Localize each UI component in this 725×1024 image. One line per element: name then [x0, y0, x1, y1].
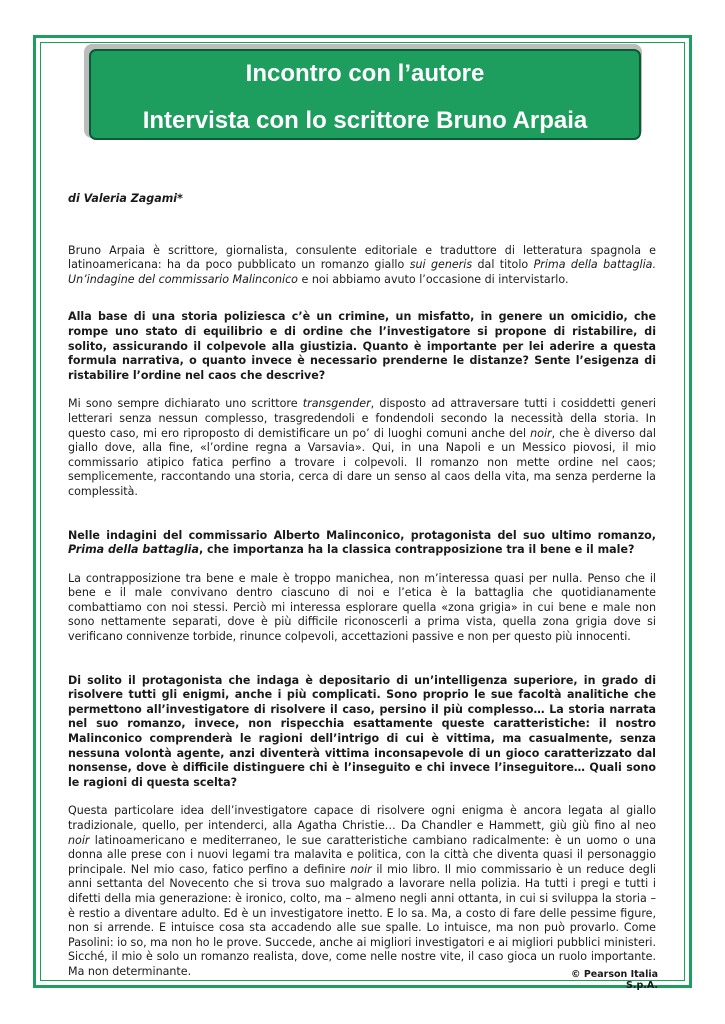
answer-3-text-5: il mio libro. Il mio commissario è un reduce degli anni settanta del Novecento che si trova suo malgrado a lavorare nella polizia. Ha tutti i pregi e tutti i difetti della mia generazione: è ironico, colto, ma – almeno negli anni ottanta, in cui si sviluppa la storia – è restio a diventare adulto. Ed è un investigatore inetto. E lo sa. Ma, a costo di fare delle pessime figure, non si arrende. E intuisce cosa sta accadendo alle sue spalle. Lo intuisce, ma non può provarlo. Come Pasolini: io so, ma non ho le prove. Succede, anche ai migliori investigatori e ai migliori pubblici ministeri. Sicché, il mio è solo un romanzo realista, dove, come nelle nostre vite, il caso gioca un ruolo importante. Ma non determinante. [68, 862, 657, 978]
question-2 [68, 529, 656, 558]
answer-1-text-3: , disposto ad attraversare tutti i cosiddetti generi letterari senza nessun complesso, trasgredendoli e fondendoli secondo la necessità della storia. In questo caso, mi ero riproposto di demistificare un po’ di luoghi comuni anche del [68, 397, 656, 440]
answer-3-text-1: Questa particolare idea dell’investigatore capace di risolvere ogni enigma è ancora legata al giallo tradizionale, quello, per intenderci, alla Agatha Christie… Da Chandler e Hammett, giù giù fino al neo [68, 804, 656, 832]
answer-3-text-4: noir [350, 862, 372, 876]
question-2-text-1: Nelle indagini del commissario Alberto Malinconico, protagonista del suo ultimo romanzo, [68, 528, 656, 542]
intro-book-title: Prima della battaglia. Un’indagine del commissario Malinconico [68, 258, 656, 286]
intro-text-1: Bruno Arpaia è scrittore, giornalista, consulente editoriale e traduttore di letteratura spagnola e latinoamericana: ha da poco pubblicato un romanzo giallo [68, 243, 656, 272]
title-banner [89, 49, 641, 140]
answer-1 [68, 397, 656, 499]
answer-3-text-3: latinoamericano e mediterraneo, le sue caratteristiche cambiano radicalmente: è un uomo o una donna alle prese con i nuovi legami tra malavita e politica, con la città che diventa quasi il personaggio principale. Nel mio caso, fatico perfino a definire [68, 833, 656, 876]
intro-text-3: dal titolo [472, 258, 534, 272]
copyright-footer: © Pearson Italia S.p.A. [571, 969, 658, 991]
answer-3 [68, 804, 656, 979]
answer-1-text-4: noir [530, 426, 552, 440]
page-subtitle: Intervista con lo scrittore Bruno Arpaia [142, 107, 588, 134]
question-2-text-2: Prima della battaglia [68, 543, 199, 557]
answer-2: La contrapposizione tra bene e male è troppo manichea, non m’interessa quasi per nulla. Penso che il bene e il male convivano dentro ciascuno di noi e l’etica è la battaglia che quotidianamente combattiamo con noi stessi. Perciò mi interessa esplorare quella «zona grigia» in cui bene e male non sono nettamente separati, dove è più difficile riconoscerli a prima vista, quella zona grigia dove si verificano connivenze torbide, rinunce colpevoli, accettazioni passive e non per questo più innocenti. [68, 571, 656, 644]
article-body [68, 192, 656, 980]
question-1: Alla base di una storia poliziesca c’è un crimine, un misfatto, in genere un omicidio, che rompe uno stato di equilibrio e di ordine che l’investigatore si propone di ristabilire, di solito, assicurando il colpevole alla giustizia. Quanto è importante per lei aderire a questa formula narrativa, o quanto invece è necessario prenderne le distanze? Sente l’esigenza di ristabilire l’ordine nel caos che descrive? [68, 310, 656, 382]
answer-1-text-5: , che è diverso dal giallo dove, alla fine, «l’ordine regna a Varsavia». Qui, in una Napoli e un Messico piovosi, il mio commissario atipico fatica perfino a trovare i colpevoli. Il romanzo non mette ordine nel caos; semplicemente, raccontando una storia, cerca di dare un senso al caos della vita, ma senza perderne la complessità. [68, 426, 656, 498]
answer-1-text-2: transgender [302, 397, 371, 411]
author-byline: di Valeria Zagami* [68, 192, 183, 205]
question-3: Di solito il protagonista che indaga è depositario di un’intelligenza superiore, in grado di risolvere tutti gli enigmi, anche i più complicati. Sono proprio le sue facoltà analitiche che permettono all’investigatore di risolvere il caso, persino il più complesso… La storia narrata nel suo romanzo, invece, non rispecchia esattamente queste caratteristiche: il nostro Malinconico comprenderà le ragioni dell’intrigo di cui è vittima, ma casualmente, senza nessuna volontà agente, anzi diventerà vittima inconsapevole di un gioco caratterizzato dal nonsense, dove è difficile distinguere chi è l’inseguito e chi invece l’inseguitore… Quali sono le ragioni di questa scelta? [68, 673, 656, 789]
page-title: Incontro con l’autore [245, 60, 485, 87]
question-2-text-3: , che importanza ha la classica contrapposizione tra il bene e il male? [198, 543, 635, 557]
intro-text-2: sui generis [409, 258, 473, 272]
intro-text-4: e noi abbiamo avuto l’occasione di intervistarlo. [297, 272, 569, 286]
answer-3-text-2: noir [68, 833, 90, 847]
intro-paragraph [68, 244, 656, 288]
answer-1-text-1: Mi sono sempre dichiarato uno scrittore [68, 397, 303, 411]
